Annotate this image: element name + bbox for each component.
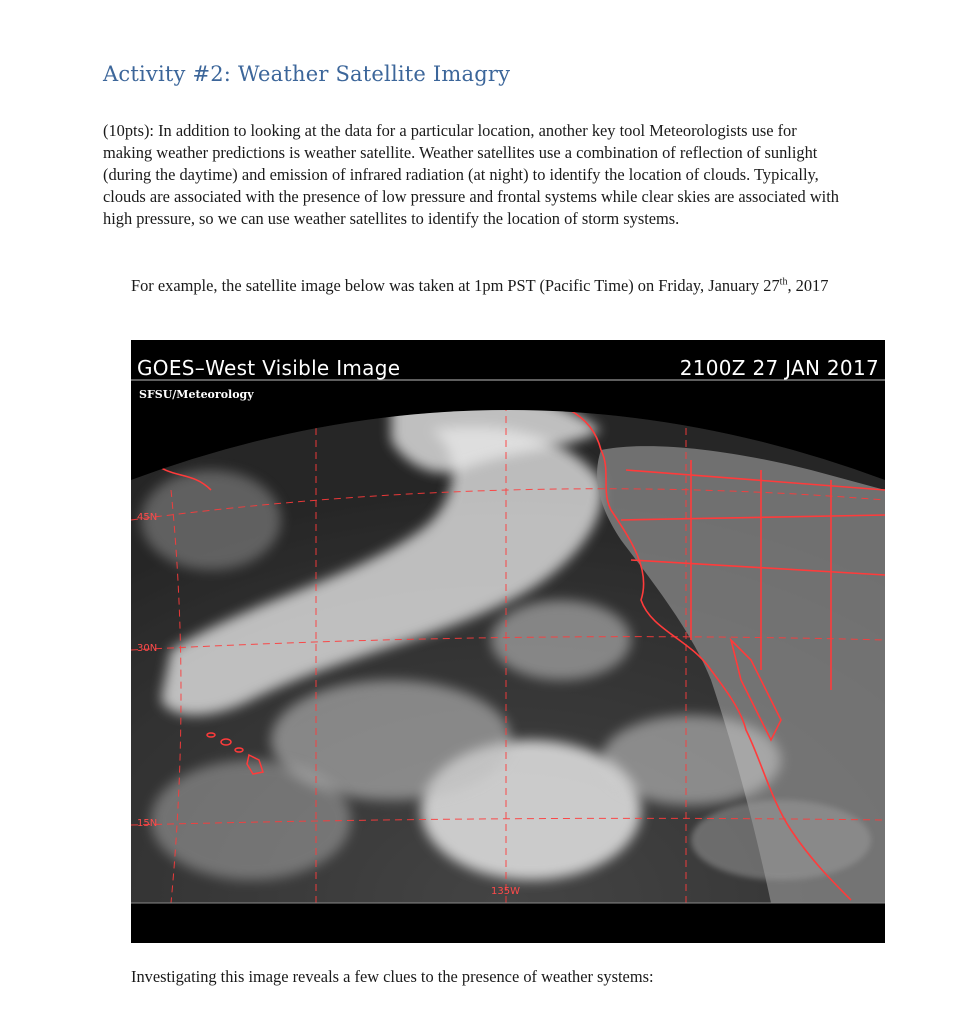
- activity-heading: Activity #2: Weather Satellite Imagry: [103, 62, 511, 86]
- satellite-image: [131, 340, 885, 943]
- satellite-title: GOES–West Visible Image: [137, 356, 401, 380]
- intro-paragraph: (10pts): In addition to looking at the data for a particular location, another key tool Meteorologists use for making weather predictions is weather satellite. Weather satellites use a combination of reflection of sunlight (during the daytime) and emission of infrared radiation (at night) to identify the location of clouds. Typically, clouds are associated with the presence of low pressure and frontal systems while clear skies are associated with high pressure, so we can use weather satellites to identify the location of storm systems.: [103, 121, 839, 228]
- closing-paragraph: Investigating this image reveals a few clues to the presence of weather systems:: [131, 967, 654, 986]
- example-superscript: th: [779, 276, 788, 288]
- example-text-after: , 2017: [787, 276, 829, 295]
- example-paragraph: [131, 275, 836, 297]
- lon-label-135w: 135W: [491, 886, 520, 897]
- satellite-credit: SFSU/Meteorology: [139, 388, 254, 401]
- satellite-timestamp: 2100Z 27 JAN 2017: [679, 356, 879, 380]
- lat-label-30n: 30N: [137, 643, 158, 654]
- lat-label-15n: 15N: [137, 818, 158, 829]
- satellite-image-graphic: [131, 340, 885, 943]
- lat-label-45n: 45N: [137, 512, 158, 523]
- example-text-before: For example, the satellite image below was taken at 1pm PST (Pacific Time) on Friday, January 27: [131, 276, 780, 295]
